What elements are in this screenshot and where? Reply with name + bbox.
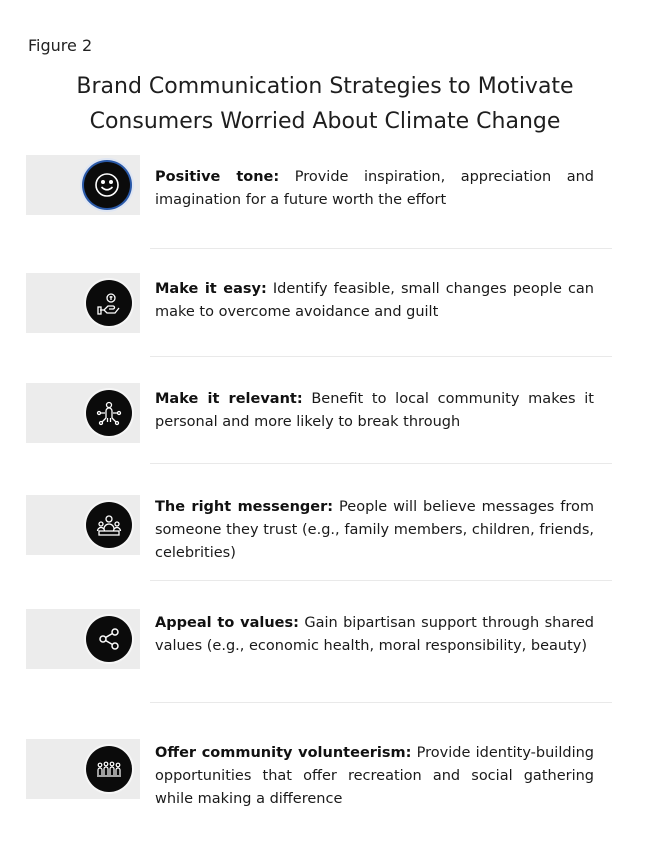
figure-title-line-1: Brand Communication Strategies to Motivate	[76, 74, 574, 99]
group-icon	[86, 502, 132, 548]
strategy-heading: Appeal to values:	[155, 615, 299, 631]
strategy-text	[155, 166, 594, 212]
crowd-icon	[86, 746, 132, 792]
figure-label: Figure 2	[28, 36, 93, 55]
divider	[150, 463, 612, 464]
person-network-icon	[86, 390, 132, 436]
figure-title-line-2: Consumers Worried About Climate Change	[89, 109, 561, 134]
divider	[150, 580, 612, 581]
smiley-icon	[84, 162, 130, 208]
hand-hold-icon	[86, 280, 132, 326]
divider	[150, 702, 612, 703]
strategy-body: Identify feasible, small changes people can make to overcome avoidance and guilt	[155, 281, 594, 320]
strategy-body: People will believe messages from someone they trust (e.g., family members, children, friends, celebrities)	[155, 499, 594, 561]
strategy-text	[155, 388, 594, 434]
strategy-heading: Positive tone:	[155, 169, 280, 185]
strategy-text	[155, 612, 594, 658]
strategy-body: Provide identity-building opportunities that offer recreation and social gathering while making a difference	[155, 745, 594, 807]
strategy-heading: Offer community volunteerism:	[155, 745, 412, 761]
divider	[150, 248, 612, 249]
strategy-heading: The right messenger:	[155, 499, 334, 515]
strategy-heading: Make it relevant:	[155, 391, 303, 407]
divider	[150, 356, 612, 357]
strategy-body: Provide inspiration, appreciation and imagination for a future worth the effort	[155, 169, 595, 208]
strategy-heading: Make it easy:	[155, 281, 267, 297]
strategy-text	[155, 278, 594, 324]
strategy-text	[155, 742, 594, 811]
share-icon	[86, 616, 132, 662]
strategy-body: Gain bipartisan support through shared values (e.g., economic health, moral responsibility, beauty)	[155, 615, 594, 654]
strategy-body: Benefit to local community makes it personal and more likely to break through	[155, 391, 594, 430]
strategy-text	[155, 496, 594, 565]
